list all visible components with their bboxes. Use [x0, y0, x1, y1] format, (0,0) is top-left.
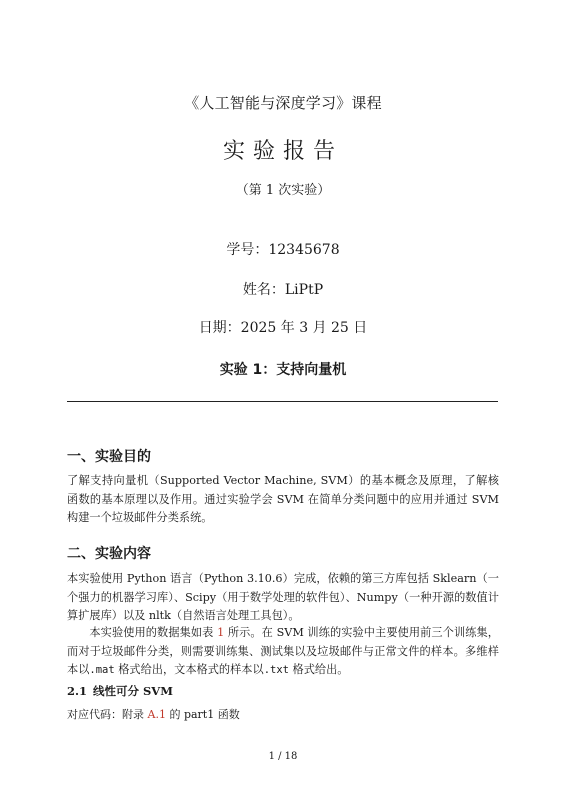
dataset-text-middle: 格式给出，文本格式的样本以 — [114, 663, 264, 676]
student-name: 姓名：LiPtP — [242, 282, 324, 298]
dataset-text-before-ref: 本实验使用的数据集如表 — [89, 626, 218, 639]
dataset-text-end: 格式给出。 — [288, 663, 349, 676]
appendix-reference-link[interactable]: A.1 — [147, 708, 166, 721]
purpose-paragraph: 了解支持向量机（Supported Vector Machine, SVM）的基本概念及原理，了解核函数的基本原理以及作用。通过实验学会 SVM 在简单分类问题中的应用并通过 SVM 构建一个垃圾邮件分类系统。 — [67, 474, 499, 524]
experiment-title: 实验 1：支持向量机 — [219, 362, 347, 378]
student-id: 学号：12345678 — [226, 242, 340, 258]
dataset-text-after-ref: 所示。在 SVM 训练的实验中主要使用前三个训练集，而对于垃圾邮件分类，则需要训练集、测试集以及垃圾邮件与正常文件的样本。多维样本以 — [67, 626, 499, 676]
report-title: 实验报告 — [222, 139, 343, 164]
subsection-number: 2.1 — [67, 684, 88, 698]
course-title: 《人工智能与深度学习》课程 — [184, 94, 382, 112]
section-heading-content: 二、实验内容 — [67, 546, 151, 562]
code-ref-text-after: 的 part1 函数 — [165, 708, 240, 721]
code-ref-text-before: 对应代码：附录 — [67, 708, 148, 721]
content-paragraph-dataset — [67, 624, 499, 680]
report-date: 日期：2025 年 3 月 25 日 — [198, 320, 368, 336]
code-reference-line — [67, 706, 240, 722]
txt-extension: .txt — [263, 664, 289, 676]
subsection-title: 线性可分 SVM — [93, 684, 173, 698]
mat-extension: .mat — [89, 664, 115, 676]
section-heading-purpose: 一、实验目的 — [67, 449, 151, 465]
title-divider — [67, 401, 498, 402]
page-number: 1 / 18 — [268, 751, 298, 762]
content-paragraph-environment: 本实验使用 Python 语言（Python 3.10.6）完成，依赖的第三方库包括 Sklearn（一个强力的机器学习库）、Scipy（用于数学处理的软件包）、Numpy（一种开源的数值计算扩展库）以及 nltk（自然语言处理工具包）。 — [67, 572, 499, 622]
subsection-heading-linear-svm — [67, 683, 173, 699]
experiment-number: （第 1 次实验） — [235, 183, 331, 198]
table-reference-link[interactable]: 1 — [217, 626, 225, 639]
